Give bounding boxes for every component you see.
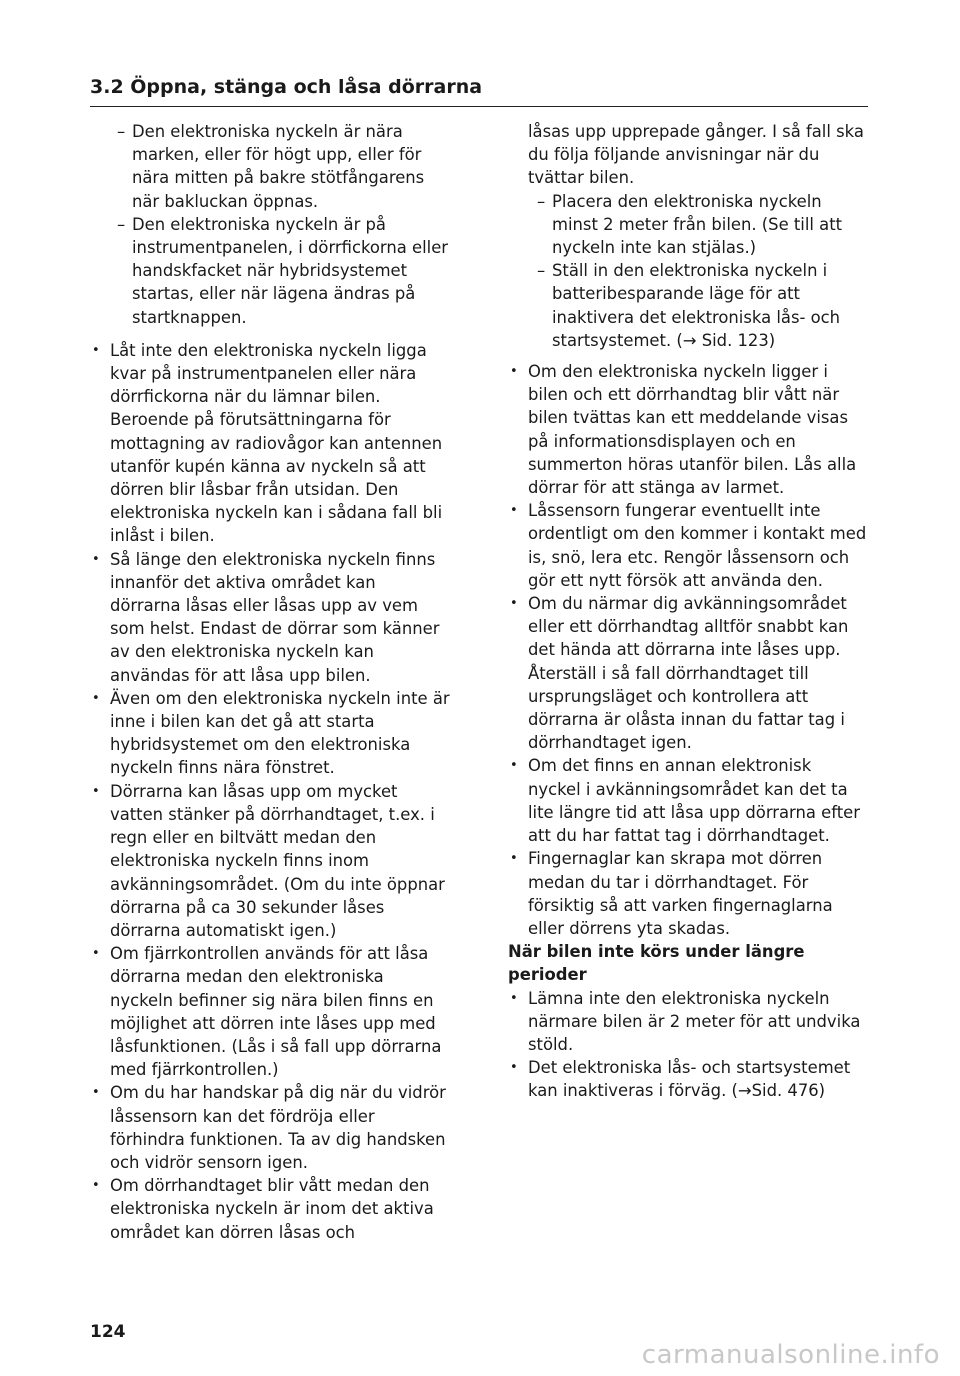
list-item: • Det elektroniska lås- och startsystemet kan inaktiveras i förväg. (→Sid. 476): [508, 1056, 868, 1102]
list-item: • Dörrarna kan låsas upp om mycket vatten stänker på dörrhandtaget, t.ex. i regn eller en biltvätt medan den elektroniska nyckeln finns inom avkänningsområdet. (Om du inte öppnar dörrarna på ca 30 sekunder låses dörrarna automatiskt igen.): [90, 780, 450, 942]
list-subitem: – Den elektroniska nyckeln är nära marken, eller för högt upp, eller för nära mitten på bakre stötfångarens när bakluckan öppnas.: [90, 120, 450, 213]
list-item-continuation: [508, 120, 868, 352]
list-item: • Så länge den elektroniska nyckeln finns innanför det aktiva området kan dörrarna låsas eller låsas upp av vem som helst. Endast de dörrar som känner av den elektroniska nyckeln kan användas för att låsa upp bilen.: [90, 548, 450, 687]
section-heading: När bilen inte körs under längre perioder: [508, 942, 805, 985]
list-item: • Fingernaglar kan skrapa mot dörren medan du tar i dörrhandtaget. För försiktig så att varken fingernaglarna eller dörrens yta skadas.: [508, 847, 868, 940]
list-subitem: – Den elektroniska nyckeln är på instrumentpanelen, i dörrfickorna eller handskfacket när hybridsystemet startas, eller när lägena ändras på startknappen.: [90, 213, 450, 329]
continuation-text: låsas upp upprepade gånger. I så fall ska du följa följande anvisningar när du tvättar bilen.: [528, 122, 864, 188]
list-item: • Låt inte den elektroniska nyckeln ligga kvar på instrumentpanelen eller nära dörrfickorna när du lämnar bilen. Beroende på förutsättningarna för mottagning av radiovågor kan antennen utanför kupén känna av nyckeln så att dörren blir låsbar från utsidan. Den elektroniska nyckeln kan i sådana fall bli inlåst i bilen.: [90, 339, 450, 548]
list-item: • Om dörrhandtaget blir vått medan den elektroniska nyckeln är inom det aktiva området kan dörren låsas och: [90, 1174, 450, 1244]
watermark: carmanualsonline.info: [641, 1340, 940, 1370]
right-column: [508, 120, 868, 1103]
left-column: [90, 120, 450, 1244]
list-item: • Om fjärrkontrollen används för att låsa dörrarna medan den elektroniska nyckeln befinner sig nära bilen finns en möjlighet att dörren inte låses upp med låsfunktionen. (Lås i så fall upp dörrarna med fjärrkontrollen.): [90, 942, 450, 1081]
list-subitem: – Placera den elektroniska nyckeln minst 2 meter från bilen. (Se till att nyckeln inte kan stjälas.): [528, 190, 868, 260]
list-subitem: – Ställ in den elektroniska nyckeln i batteribesparande läge för att inaktivera det elektroniska lås- och startsystemet. (→ Sid. 123): [528, 259, 868, 352]
list-item: • Om du har handskar på dig när du vidrör låssensorn kan det fördröja eller förhindra funktionen. Ta av dig handsken och vidrör sensorn igen.: [90, 1081, 450, 1174]
page-number: 124: [90, 1322, 126, 1342]
list-item: • Lämna inte den elektroniska nyckeln närmare bilen är 2 meter för att undvika stöld.: [508, 987, 868, 1057]
section-header: 3.2 Öppna, stänga och låsa dörrarna: [90, 74, 868, 107]
list-item: • Om den elektroniska nyckeln ligger i bilen och ett dörrhandtag blir vått när bilen tvättas kan ett meddelande visas på informationsdisplayen och en summerton höras utanför bilen. Lås alla dörrar för att stänga av larmet.: [508, 360, 868, 499]
list-item: • Låssensorn fungerar eventuellt inte ordentligt om den kommer i kontakt med is, snö, lera etc. Rengör låssensorn och gör ett nytt försök att använda den.: [508, 499, 868, 592]
list-item: • Om du närmar dig avkänningsområdet eller ett dörrhandtag alltför snabbt kan det hända att dörrarna inte låses upp. Återställ i så fall dörrhandtaget till ursprungsläget och kontrollera att dörrarna är olåsta innan du fattar tag i dörrhandtaget igen.: [508, 592, 868, 754]
list-item: • Även om den elektroniska nyckeln inte är inne i bilen kan det gå att starta hybridsystemet om den elektroniska nyckeln finns nära fönstret.: [90, 687, 450, 780]
list-item: • Om det finns en annan elektronisk nyckel i avkänningsområdet kan det ta lite längre tid att låsa upp dörrarna efter att du har fattat tag i dörrhandtaget.: [508, 754, 868, 847]
